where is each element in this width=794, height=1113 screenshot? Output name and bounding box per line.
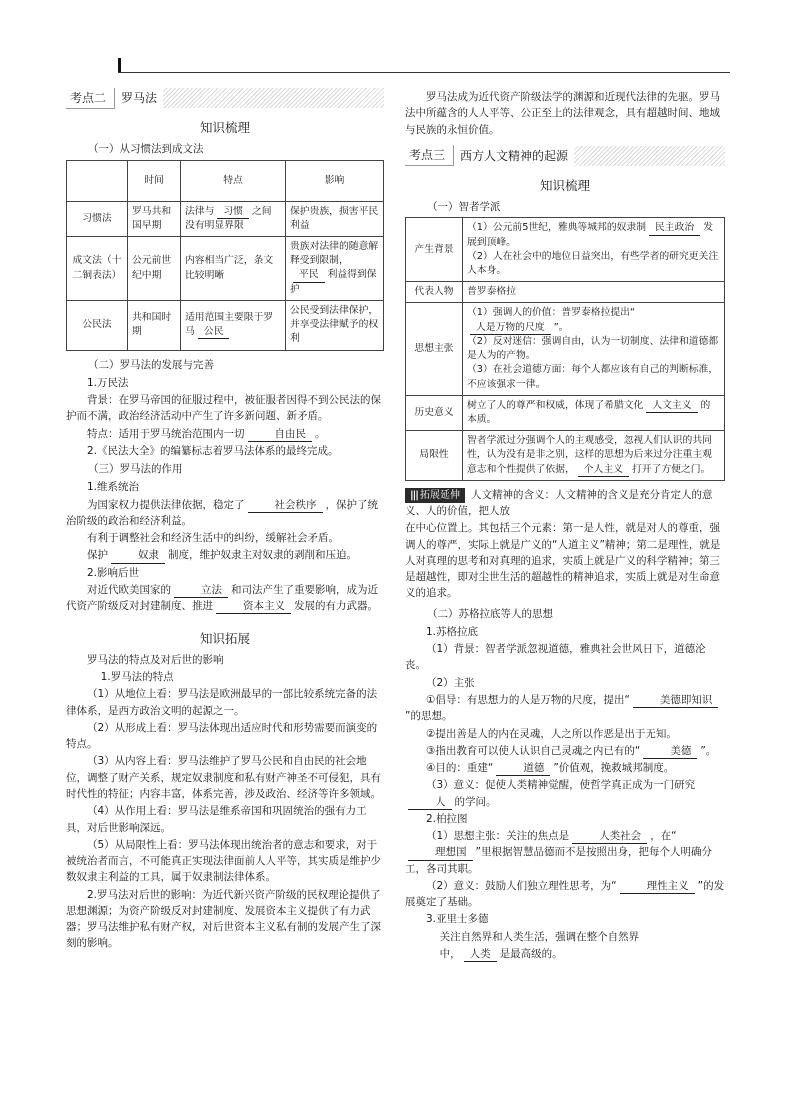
paragraph: 罗马法成为近代资产阶级法学的渊源和近现代法律的先驱。罗马法中所蕴含的人人平等、公正至上的法律观念，具有超越时间、地域与民族的永恒价值。 bbox=[405, 91, 720, 136]
section-header-kd2 bbox=[66, 88, 384, 108]
text: ”的思想。 bbox=[405, 710, 453, 723]
text: ①倡导：有思想力的人是万物的尺度，提出“ bbox=[426, 694, 630, 706]
text: （1）公元前5世纪，雅典等城邦的奴隶制 bbox=[467, 222, 647, 234]
row-impact: 保护贵族，损害平民利益 bbox=[286, 201, 384, 236]
fill-blank: 社会秩序 bbox=[248, 499, 323, 513]
fill-blank: 人 bbox=[408, 796, 452, 810]
paragraph bbox=[405, 692, 725, 725]
section-tag: 考点二 bbox=[66, 88, 115, 109]
table-row bbox=[406, 282, 725, 303]
item-title: 1.维系统治 bbox=[87, 481, 140, 494]
item-title: 1.苏格拉底 bbox=[426, 625, 479, 638]
paragraph: 背景：在罗马帝国的征服过程中，被征服者因得不到公民法的保护而不满，政治经济活动中产生了许多新问题、新矛盾。 bbox=[66, 394, 381, 423]
row-time: 公元前世纪中期 bbox=[128, 237, 181, 301]
section-title: 西方人文精神的起源 bbox=[454, 146, 574, 166]
subsection-title: 知识梳理 bbox=[199, 120, 250, 135]
paragraph: （2）从形成上看：罗马法体现出适应时代和形势需要而演变的特点。 bbox=[66, 721, 378, 751]
fill-blank: 资本主义 bbox=[216, 600, 291, 614]
fill-blank: 理想国 bbox=[408, 846, 473, 860]
text: 的本质。 bbox=[467, 399, 711, 425]
text: （2）反对迷信：强调自由，认为一切制度、法律和道德都是人为的产物。 bbox=[467, 335, 719, 362]
paragraph: （1）从地位上看：罗马法是欧洲最早的一部比较系统完备的法律体系，是西方政治文明的起源之一。 bbox=[66, 688, 378, 717]
text: 利益得到保护 bbox=[290, 269, 377, 295]
table-row bbox=[406, 218, 725, 282]
text: 发展的有力武器。 bbox=[294, 600, 378, 613]
paragraph: ②提出善是人的内在灵魂，人之所以作恶是出于无知。 bbox=[426, 727, 677, 740]
row-feature: 内容相当广泛，条文比较明晰 bbox=[181, 237, 286, 301]
table-header-row bbox=[67, 160, 384, 201]
fill-blank: 道德 bbox=[496, 762, 550, 776]
item-title: 3.亚里士多德 bbox=[426, 913, 489, 926]
paragraph bbox=[405, 760, 725, 776]
row-impact: 公民受到法律保护，并享受法律赋予的权利 bbox=[286, 300, 384, 350]
text: 之间没有明显界限 bbox=[185, 205, 272, 231]
text: 普罗泰格拉 bbox=[467, 286, 516, 298]
text: （2）意义：鼓励人们独立理性思考，为“ bbox=[426, 879, 617, 892]
text: 制度，维护奴隶主对奴隶的剥削和压迫。 bbox=[168, 549, 357, 562]
fill-blank: 公民 bbox=[198, 326, 230, 339]
row-label: 历史意义 bbox=[406, 395, 463, 430]
row-impact bbox=[286, 237, 384, 301]
text: 保护 bbox=[87, 549, 108, 562]
fill-blank: 立法 bbox=[174, 584, 228, 598]
heading: （一）智者学派 bbox=[427, 201, 501, 214]
fill-blank: 个人主义 bbox=[578, 464, 629, 477]
row-label: 代表人物 bbox=[406, 282, 463, 303]
paragraph bbox=[405, 878, 725, 911]
item-title: 2.柏拉图 bbox=[426, 812, 468, 825]
paragraph bbox=[405, 777, 725, 810]
fill-blank: 美德 bbox=[643, 745, 697, 759]
table-row bbox=[406, 303, 725, 395]
paragraph: 关注自然界和人类生活，强调在整个自然界 bbox=[439, 930, 640, 943]
text: 树立了人的尊严和权威，体现了希腊文化 bbox=[467, 399, 644, 411]
section-tag: 考点三 bbox=[405, 145, 454, 166]
paragraph: （1）背景：智者学派忽视道德，雅典社会世风日下，道德沦丧。 bbox=[405, 643, 706, 672]
paragraph bbox=[66, 497, 384, 530]
text: 特点：适用于罗马统治范围内一切 bbox=[87, 427, 245, 440]
fill-blank: 人是万物的尺度 bbox=[470, 322, 551, 335]
text: ”。 bbox=[553, 321, 569, 333]
right-column bbox=[405, 88, 725, 963]
text: （3）意义：促使人类精神觉醒，使哲学真正成为一门研究 bbox=[426, 779, 696, 792]
table-row bbox=[67, 300, 384, 350]
row-label: 局限性 bbox=[406, 431, 463, 481]
row-label: 思想主张 bbox=[406, 303, 463, 395]
text: 拓展延伸 bbox=[419, 489, 460, 501]
row-content bbox=[463, 395, 725, 430]
fill-blank: 平民 bbox=[293, 269, 325, 282]
row-feature bbox=[181, 300, 286, 350]
paragraph bbox=[66, 582, 384, 615]
fill-blank: 理性主义 bbox=[620, 880, 695, 894]
text: （1）思想主张：关注的焦点是 bbox=[426, 830, 570, 843]
text: 适用范围主要限于罗马 bbox=[185, 312, 274, 338]
text: ，在“ bbox=[650, 830, 677, 843]
fill-blank: 习惯 bbox=[217, 206, 249, 219]
header-tick bbox=[118, 58, 121, 72]
row-feature bbox=[181, 201, 286, 236]
text: 中， bbox=[439, 947, 461, 960]
text: （1）强调人的价值：普罗泰格拉提出“ bbox=[467, 307, 636, 319]
paragraph: 在中心位置上。其包括三个元素：第一是人性，就是对人的尊重，强调人的尊严，实际上就是广义的“人道主义”精神；第二是理性，就是人对真理的思考和对真理的追求，实质上就是广义的科学精神；第三是超越性，即对尘世生活的超越性的精神追求，实质上就是对生命意义的追求。 bbox=[405, 522, 721, 600]
text: 对近代欧美国家的 bbox=[87, 583, 171, 596]
paragraph: 有利于调整社会和经济生活中的纠纷，缓解社会矛盾。 bbox=[87, 532, 339, 545]
paragraph bbox=[66, 547, 384, 563]
text: ”的发展奠定了基础。 bbox=[405, 879, 725, 909]
paragraph: 特点：适用于罗马统治范围内一切 自由民 。 bbox=[66, 426, 384, 442]
text: ”。 bbox=[700, 744, 717, 757]
table-row bbox=[406, 395, 725, 430]
table-header: 影响 bbox=[286, 160, 384, 201]
paragraph: 2.罗马法对后世的影响：为近代新兴资产阶级的民权理论提供了思想渊源；为资产阶级反对封建制度、发展资本主义提供了有力武器；罗马法维护私有财产权，对后世资本主义私有制的发展产生了深刻的影响。 bbox=[66, 888, 381, 950]
paragraph bbox=[405, 946, 725, 962]
row-label: 公民法 bbox=[67, 300, 128, 350]
subsection-title: 知识梳理 bbox=[539, 177, 590, 193]
text: ，保护了统治阶级的政治和经济利益。 bbox=[66, 498, 378, 527]
sophist-table bbox=[405, 217, 725, 480]
fill-blank: 奴隶 bbox=[111, 549, 165, 563]
text: 发展到顶峰。 bbox=[467, 222, 713, 248]
table-row bbox=[67, 201, 384, 236]
paragraph: （4）从作用上看：罗马法是维系帝国和巩固统治的强有力工具，对后世影响深远。 bbox=[66, 805, 367, 834]
text: 贵族对法律的随意解释受到限制， bbox=[290, 241, 379, 267]
text: 为国家权力提供法律依据，稳定了 bbox=[87, 498, 245, 511]
row-label: 成文法（十二铜表法） bbox=[67, 237, 128, 301]
paragraph: （3）从内容上看：罗马法维护了罗马公民和自由民的社会地位，调整了财产关系，规定奴隶制度和私有财产神圣不可侵犯，具有时代性的特征；内容丰富，体系完善，涉及政治、经济等许多领域。 bbox=[66, 755, 381, 801]
text: （3）在社会道德方面：每个人都应该有自己的判断标准，不应该强求一律。 bbox=[467, 364, 719, 390]
extension-tag bbox=[405, 488, 465, 503]
roman-law-table bbox=[66, 160, 384, 351]
paragraph: （5）从局限性上看：罗马法体现出统治者的意志和要求，对于被统治者而言，不可能真正实现法律面前人人平等，其实质是维护少数奴隶主利益的工具，属于奴隶制法律体系。 bbox=[66, 838, 381, 884]
fill-blank: 人类 bbox=[464, 948, 497, 962]
paragraph: （2）主张 bbox=[426, 676, 475, 689]
heading: （二）苏格拉底等人的思想 bbox=[427, 607, 553, 620]
paragraph: 2.《民法大全》的编纂标志着罗马法体系的最终完成。 bbox=[87, 444, 339, 457]
bars-icon: ||| bbox=[410, 489, 418, 501]
paragraph bbox=[405, 828, 725, 877]
table-row bbox=[406, 431, 725, 481]
text: ④目的：重建“ bbox=[426, 762, 494, 775]
fill-blank: 人文主义 bbox=[646, 400, 697, 413]
row-label: 习惯法 bbox=[67, 201, 128, 236]
left-column bbox=[66, 88, 384, 953]
text: 智者学派过分强调个人的主观感受，忽视人们认识的共同性，认为没有是非之别，这样的思想为后来过分注重主观意志和个性提供了依据， bbox=[467, 435, 712, 475]
heading: （一）从习惯法到成文法 bbox=[88, 143, 204, 156]
table-row bbox=[67, 237, 384, 301]
item-title: 1.万民法 bbox=[87, 376, 129, 389]
section-title: 罗马法 bbox=[115, 88, 163, 108]
text: 打开了方便之门。 bbox=[631, 463, 711, 475]
row-content bbox=[463, 282, 725, 303]
page-header-rule bbox=[118, 58, 730, 73]
item-title: 2.影响后世 bbox=[87, 566, 140, 579]
row-content bbox=[463, 431, 725, 481]
table-header bbox=[67, 160, 128, 201]
paragraph bbox=[405, 743, 725, 759]
text: ③指出教育可以使人认识自己灵魂之内已有的“ bbox=[426, 744, 641, 757]
extension-block bbox=[405, 487, 725, 520]
text: （2）人在社会中的地位日益突出，有些学者的研究更关注人本身。 bbox=[467, 250, 719, 277]
row-content bbox=[463, 303, 725, 395]
item-title: 1.罗马法的特点 bbox=[100, 671, 174, 684]
text: ”里根据智慧品德而不是按照出身，把每个人明确分工，各司其职。 bbox=[405, 846, 712, 875]
section-header-kd3 bbox=[405, 146, 725, 166]
text: 的学问。 bbox=[454, 795, 497, 808]
row-label: 产生背景 bbox=[406, 218, 463, 282]
fill-blank: 美德即知识 bbox=[633, 694, 719, 708]
table-header: 时间 bbox=[128, 160, 181, 201]
table-header: 特点 bbox=[181, 160, 286, 201]
row-content bbox=[463, 218, 725, 282]
row-time: 共和国时期 bbox=[128, 300, 181, 350]
text: ”价值观，挽救城邦制度。 bbox=[553, 762, 675, 775]
fill-blank: 自由民 bbox=[248, 428, 313, 442]
question-title: 罗马法的特点及对后世的影响 bbox=[87, 653, 224, 666]
subsection-title: 知识拓展 bbox=[199, 630, 250, 646]
text: 是最高级的。 bbox=[499, 947, 563, 960]
text: 和司法产生了重要影响，成为近代资产阶级反对封建制度、推进 bbox=[66, 583, 378, 613]
fill-blank: 民主政治 bbox=[649, 222, 700, 235]
text: 法律与 bbox=[185, 205, 215, 217]
heading: （二）罗马法的发展与完善 bbox=[88, 358, 214, 371]
row-time: 罗马共和国早期 bbox=[128, 201, 181, 236]
text: 人文精神的含义：人文精神的含义是充分肯定人的意义、人的价值，把人放 bbox=[405, 488, 713, 518]
heading: （三）罗马法的作用 bbox=[88, 463, 183, 476]
fill-blank: 人类社会 bbox=[572, 830, 647, 844]
